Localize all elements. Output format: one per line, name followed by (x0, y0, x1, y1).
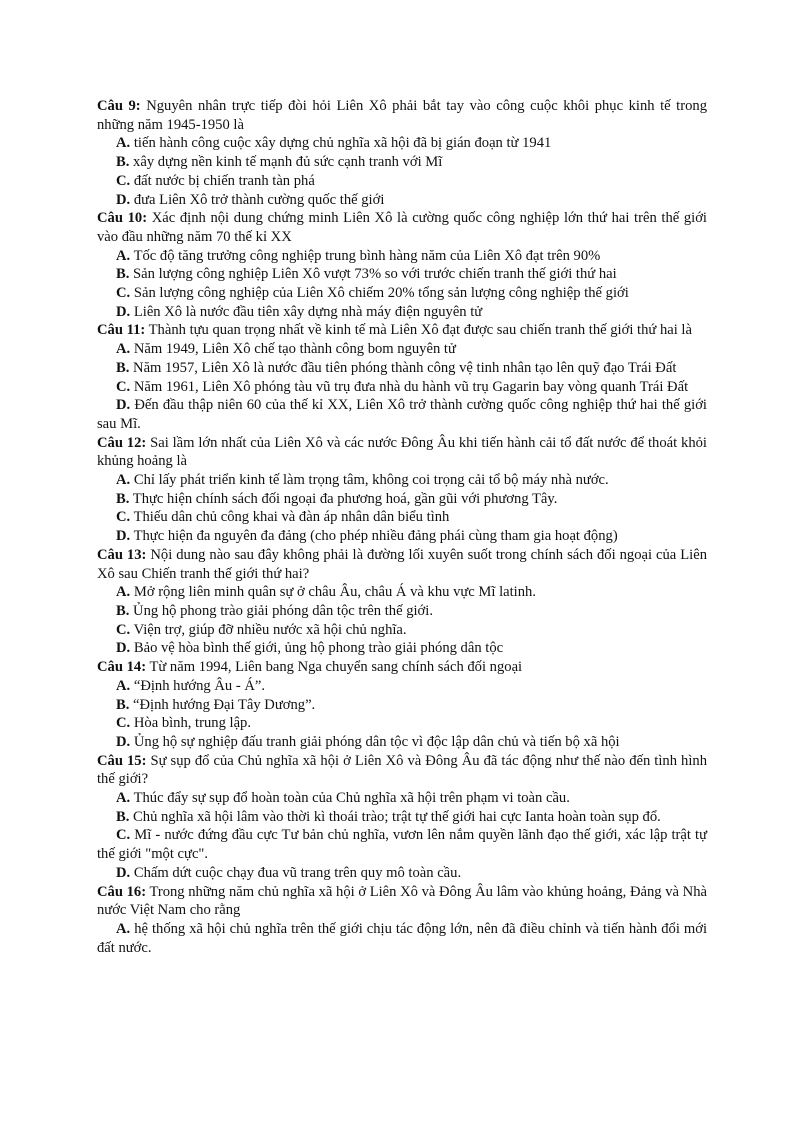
option-text: hệ thống xã hội chủ nghĩa trên thế giới chịu tác động lớn, nên đã điều chỉnh và tiến hành đổi mới đất nước. (97, 920, 707, 956)
option-c (97, 172, 707, 191)
option-letter: D. (116, 191, 131, 208)
question-text: Từ năm 1994, Liên bang Nga chuyển sang chính sách đối ngoại (146, 659, 523, 676)
option-text: Tốc độ tăng trưởng công nghiệp trung bình hàng năm của Liên Xô đạt trên 90% (130, 247, 601, 264)
option-text: đưa Liên Xô trở thành cường quốc thế giới (130, 191, 385, 208)
option-letter: B. (116, 154, 130, 171)
option-d (97, 191, 707, 210)
question-number: Câu 11: (97, 322, 146, 339)
option-b (97, 265, 707, 284)
option-text: Đến đầu thập niên 60 của thế kỉ XX, Liên Xô trở thành cường quốc công nghiệp thứ hai thế giới sau Mĩ. (97, 397, 707, 432)
option-text: Thúc đẩy sự sụp đổ hoàn toàn của Chủ nghĩa xã hội trên phạm vi toàn cầu. (130, 790, 570, 807)
question-number: Câu 10: (97, 210, 148, 227)
option-letter: A. (116, 472, 131, 489)
option-text: Hòa bình, trung lập. (130, 715, 251, 732)
option-text: tiến hành công cuộc xây dựng chủ nghĩa xã hội đã bị gián đoạn từ 1941 (130, 135, 552, 152)
question-number: Câu 9: (97, 98, 141, 114)
question-text: Trong những năm chủ nghĩa xã hội ở Liên Xô và Đông Âu lâm vào khủng hoảng, Đảng và Nhà nước Việt Nam cho rằng (97, 883, 707, 919)
option-a (97, 247, 707, 266)
question-text: Xác định nội dung chứng minh Liên Xô là cường quốc công nghiệp lớn thứ hai trên thế giới vào đầu những năm 70 thế kỉ XX (97, 210, 707, 245)
option-letter: C. (116, 715, 131, 732)
option-text: Mĩ - nước đứng đầu cực Tư bản chủ nghĩa, vươn lên nắm quyền lãnh đạo thế giới, xác lập trật tự thế giới "một cực". (97, 827, 707, 863)
option-a (97, 789, 707, 808)
option-c (97, 284, 707, 303)
option-text: Ủng hộ phong trào giải phóng dân tộc trên thế giới. (129, 602, 433, 619)
option-text: Bảo vệ hòa bình thế giới, ủng hộ phong trào giải phóng dân tộc (130, 640, 504, 657)
option-letter: A. (116, 135, 131, 152)
option-d (97, 527, 707, 546)
question-number: Câu 14: (97, 659, 147, 676)
question-text: Nội dung nào sau đây không phải là đường lối xuyên suốt trong chính sách đối ngoại của Liên Xô sau Chiến tranh thế giới thứ hai? (97, 546, 707, 582)
option-c (97, 378, 707, 397)
option-text: Chấm dứt cuộc chạy đua vũ trang trên quy mô toàn cầu. (130, 864, 462, 881)
option-text: Chủ nghĩa xã hội lâm vào thời kì thoái trào; trật tự thế giới hai cực Ianta hoàn toàn sụp đổ. (129, 808, 661, 825)
option-c (97, 508, 707, 527)
question-16 (97, 883, 707, 920)
option-a (97, 471, 707, 490)
option-text: Năm 1957, Liên Xô là nước đầu tiên phóng thành công vệ tinh nhân tạo lên quỹ đạo Trái Đất (129, 359, 677, 376)
question-13 (97, 546, 707, 583)
option-d (97, 639, 707, 658)
option-letter: A. (116, 584, 131, 601)
question-text: Sai lầm lớn nhất của Liên Xô và các nước Đông Âu khi tiến hành cải tổ đất nước để thoát khỏi khủng hoảng là (97, 434, 707, 470)
option-letter: A. (116, 790, 131, 807)
option-b (97, 359, 707, 378)
option-b (97, 696, 707, 715)
option-letter: D. (116, 733, 131, 750)
option-a (97, 583, 707, 602)
option-text: Thực hiện chính sách đối ngoại đa phương hoá, gần gũi với phương Tây. (129, 490, 558, 507)
option-text: đất nước bị chiến tranh tàn phá (130, 172, 315, 189)
question-text: Nguyên nhân trực tiếp đòi hỏi Liên Xô phải bắt tay vào công cuộc khôi phục kinh tế trong những năm 1945-1950 là (97, 98, 707, 133)
option-letter: C. (116, 509, 131, 526)
option-letter: D. (116, 640, 131, 657)
option-b (97, 808, 707, 827)
option-letter: D. (116, 528, 131, 545)
question-14 (97, 658, 707, 677)
option-text: Viện trợ, giúp đỡ nhiều nước xã hội chủ nghĩa. (130, 621, 407, 638)
question-number: Câu 16: (97, 883, 147, 900)
option-text: Liên Xô là nước đầu tiên xây dựng nhà máy điện nguyên tử (130, 303, 483, 320)
option-letter: B. (116, 696, 130, 713)
option-text: Năm 1961, Liên Xô phóng tàu vũ trụ đưa nhà du hành vũ trụ Gagarin bay vòng quanh Trái Đất (130, 378, 689, 395)
question-number: Câu 15: (97, 752, 147, 769)
option-letter: B. (116, 266, 130, 283)
question-10 (97, 209, 707, 246)
option-letter: C. (116, 378, 131, 395)
question-15 (97, 752, 707, 789)
option-letter: A. (116, 247, 131, 264)
option-letter: A. (116, 341, 131, 358)
option-text: xây dựng nền kinh tế mạnh đủ sức cạnh tranh với Mĩ (129, 154, 443, 171)
option-c (97, 621, 707, 640)
option-b (97, 602, 707, 621)
option-text: Ủng hộ sự nghiệp đấu tranh giải phóng dân tộc vì độc lập dân chủ và tiến bộ xã hội (130, 733, 620, 750)
option-letter: B. (116, 602, 130, 619)
option-letter: D. (116, 303, 131, 320)
option-letter: C. (116, 285, 131, 302)
option-letter: C. (116, 172, 131, 189)
option-letter: B. (116, 490, 130, 507)
option-a (97, 677, 707, 696)
option-text: Thiếu dân chủ công khai và đàn áp nhân dân biểu tình (130, 509, 450, 526)
exam-page (97, 97, 707, 957)
option-a (97, 340, 707, 359)
question-number: Câu 12: (97, 434, 147, 451)
question-number: Câu 13: (97, 546, 147, 563)
option-c (97, 826, 707, 863)
question-text: Thành tựu quan trọng nhất về kinh tế mà Liên Xô đạt được sau chiến tranh thế giới thứ hai là (145, 322, 692, 339)
option-letter: A. (116, 677, 131, 694)
option-d (97, 303, 707, 322)
option-letter: D. (116, 397, 131, 414)
option-a (97, 920, 707, 957)
option-letter: B. (116, 359, 130, 376)
option-text: “Định hướng Đại Tây Dương”. (129, 696, 316, 713)
option-c (97, 714, 707, 733)
option-letter: B. (116, 808, 130, 825)
option-text: Năm 1949, Liên Xô chế tạo thành công bom nguyên tử (130, 341, 456, 358)
question-9 (97, 97, 707, 134)
question-11 (97, 321, 707, 340)
option-letter: A. (116, 920, 131, 937)
option-b (97, 153, 707, 172)
option-letter: D. (116, 864, 131, 881)
question-12 (97, 434, 707, 471)
option-b (97, 490, 707, 509)
option-text: Sản lượng công nghiệp Liên Xô vượt 73% so với trước chiến tranh thế giới thứ hai (129, 266, 617, 283)
option-text: Thực hiện đa nguyên đa đảng (cho phép nhiều đảng phái cùng tham gia hoạt động) (130, 528, 618, 545)
option-letter: C. (116, 827, 131, 844)
option-d (97, 733, 707, 752)
option-text: “Định hướng Âu - Á”. (130, 677, 265, 694)
option-letter: C. (116, 621, 131, 638)
option-a (97, 134, 707, 153)
option-d (97, 864, 707, 883)
option-text: Mở rộng liên minh quân sự ở châu Âu, châu Á và khu vực Mĩ latinh. (130, 584, 536, 601)
option-d (97, 396, 707, 433)
question-text: Sự sụp đổ của Chủ nghĩa xã hội ở Liên Xô và Đông Âu đã tác động như thế nào đến tình hình thế giới? (97, 752, 707, 788)
option-text: Sản lượng công nghiệp của Liên Xô chiếm 20% tổng sản lượng công nghiệp thế giới (130, 285, 629, 302)
option-text: Chỉ lấy phát triển kinh tế làm trọng tâm, không coi trọng cải tổ bộ máy nhà nước. (130, 472, 609, 489)
